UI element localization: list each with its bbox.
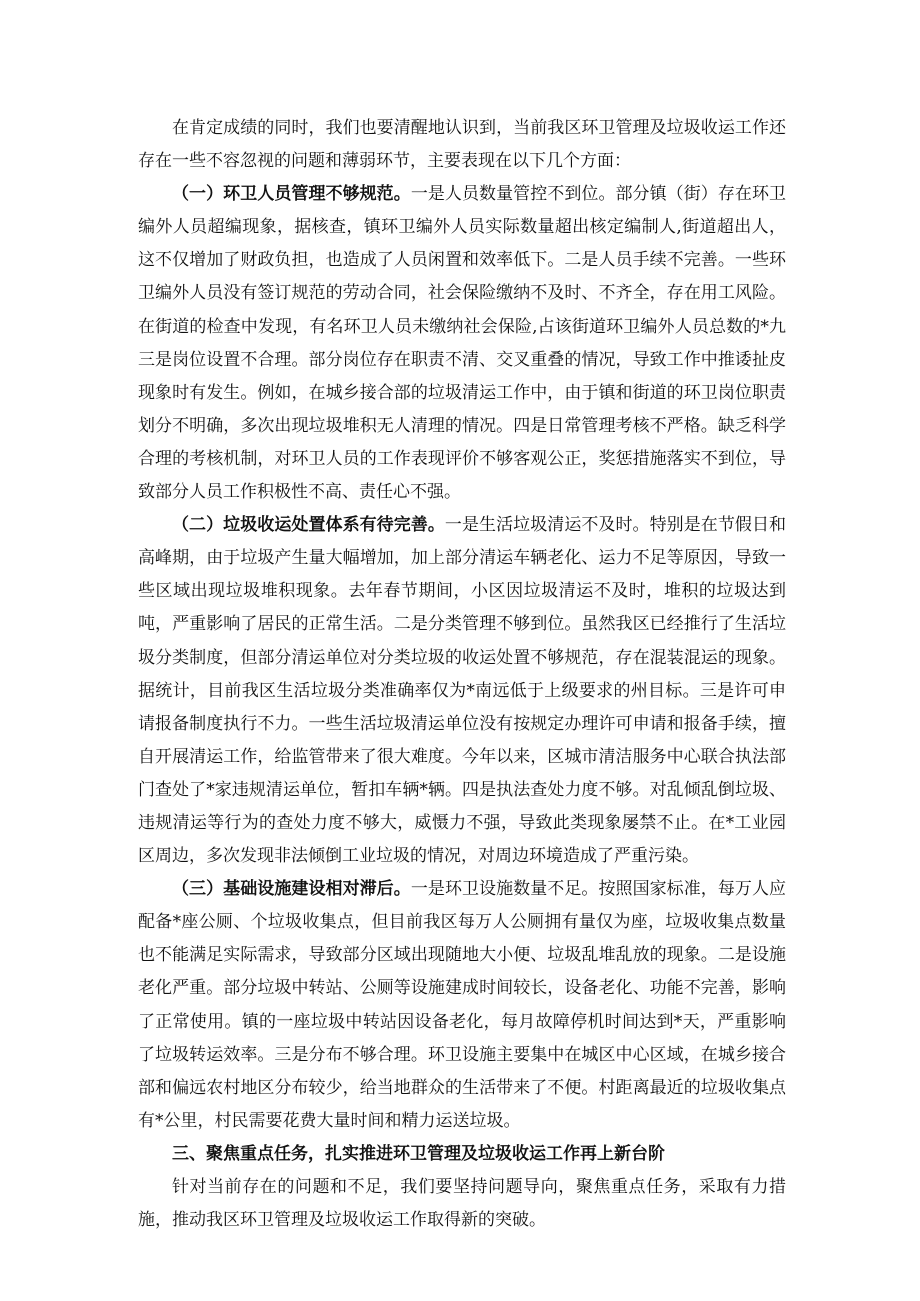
paragraph-intro (138, 112, 786, 178)
section-title: （三）基础设施建设相对滞后。 (172, 879, 411, 900)
section-lead: 一是生 (444, 515, 497, 536)
paragraph-text: 在肯定成绩的同时，我们也要清醒地认识到，当前我区环卫管理及垃圾收运工作还存在一些不容忽视的问题和薄弱环节，主要表现在以下几个方面： (138, 118, 786, 172)
section-lead: 一是 (410, 879, 445, 900)
paragraph-section-1 (138, 178, 786, 509)
section-text: 活垃圾清运不及时。特别是在节假日和高峰期，由于垃圾产生量大幅增加，加上部分清运车辆老化、运力不足等原因，导致一些区域出现垃圾堆积现象。去年春节期间，小区因垃圾清运不及时，堆积的垃圾达到吨，严重影响了居民的正常生活。二是分类管理不够到位。虽然我区已经推行了生活垃圾分类制度，但部分清运单位对分类垃圾的收运处置不够规范，存在混装混运的现象。据统计，目前我区生活垃圾分类准确率仅为*南远低于上级要求的州目标。三是许可申请报备制度执行不力。一些生活垃圾清运单位没有按规定办理许可申请和报备手续，擅自开展清运工作，给监管带来了很大难度。今年以来，区城市清洁服务中心联合执法部门查处了*家违规清运单位，暂扣车辆*辆。四是执法查处力度不够。对乱倾乱倒垃圾、违规清运等行为的查处力度不够大，威慑力不强，导致此类现象屡禁不止。在*工业园区周边，多次发现非法倾倒工业垃圾的情况，对周边环境造成了严重污染。 (138, 515, 787, 867)
section-text: 员数量管控不到位。部分镇（街）存在环卫编外人员超编现象，据核查，镇环卫编外人员实际数量超出核定编制人,街道超出人，这不仅增加了财政负担，也造成了人员闲置和效率低下。二是人员手续不完善。一些环卫编外人员没有签订规范的劳动合同，社会保险缴纳不及时、不齐全，存在用工风险。在街道的检查中发现，有名环卫人员未缴纳社会保险,占该街道环卫编外人员总数的*九三是岗位设置不合理。部分岗位存在职责不清、交叉重叠的情况，导致工作中推诿扯皮现象时有发生。例如，在城乡接合部的垃圾清运工作中，由于镇和街道的环卫岗位职责划分不明确，多次出现垃圾堆积无人清理的情况。四是日常管理考核不严格。缺乏科学合理的考核机制，对环卫人员的工作表现评价不够客观公正，奖惩措施落实不到位，导致部分人员工作积极性不高、责任心不强。 (138, 184, 787, 503)
paragraph-text: 针对当前存在的问题和不足，我们要坚持问题导向，聚焦重点任务，采取有力措施，推动我区环卫管理及垃圾收运工作取得新的突破。 (138, 1177, 786, 1231)
paragraph-section-2 (138, 509, 786, 873)
section-title: （一）环卫人员管理不够规范。 (172, 184, 411, 205)
paragraph-closing (138, 1171, 786, 1237)
section-text: 环卫设施数量不足。按照国家标准，每万人应配备*座公厕、个垃圾收集点，但目前我区每万人公厕拥有量仅为座，垃圾收集点数量也不能满足实际需求，导致部分区域出现随地大小便、垃圾乱堆乱放的现象。二是设施老化严重。部分垃圾中转站、公厕等设施建成时间较长，设备老化、功能不完善，影响了正常使用。镇的一座垃圾中转站因设备老化，每月故障停机时间达到*天，严重影响了垃圾转运效率。三是分布不够合理。环卫设施主要集中在城区中心区域，在城乡接合部和偏远农村地区分布较少，给当地群众的生活带来了不便。村距离最近的垃圾收集点有*公里，村民需要花费大量时间和精力运送垃圾。 (138, 879, 787, 1131)
paragraph-section-3 (138, 873, 786, 1138)
section-title: （二）垃圾收运处置体系有待完善。 (172, 515, 445, 536)
section-lead: 一是人 (410, 184, 462, 205)
chapter-heading: 三、聚焦重点任务，扎实推进环卫管理及垃圾收运工作再上新台阶 (172, 1143, 665, 1164)
document-body (138, 112, 786, 1237)
